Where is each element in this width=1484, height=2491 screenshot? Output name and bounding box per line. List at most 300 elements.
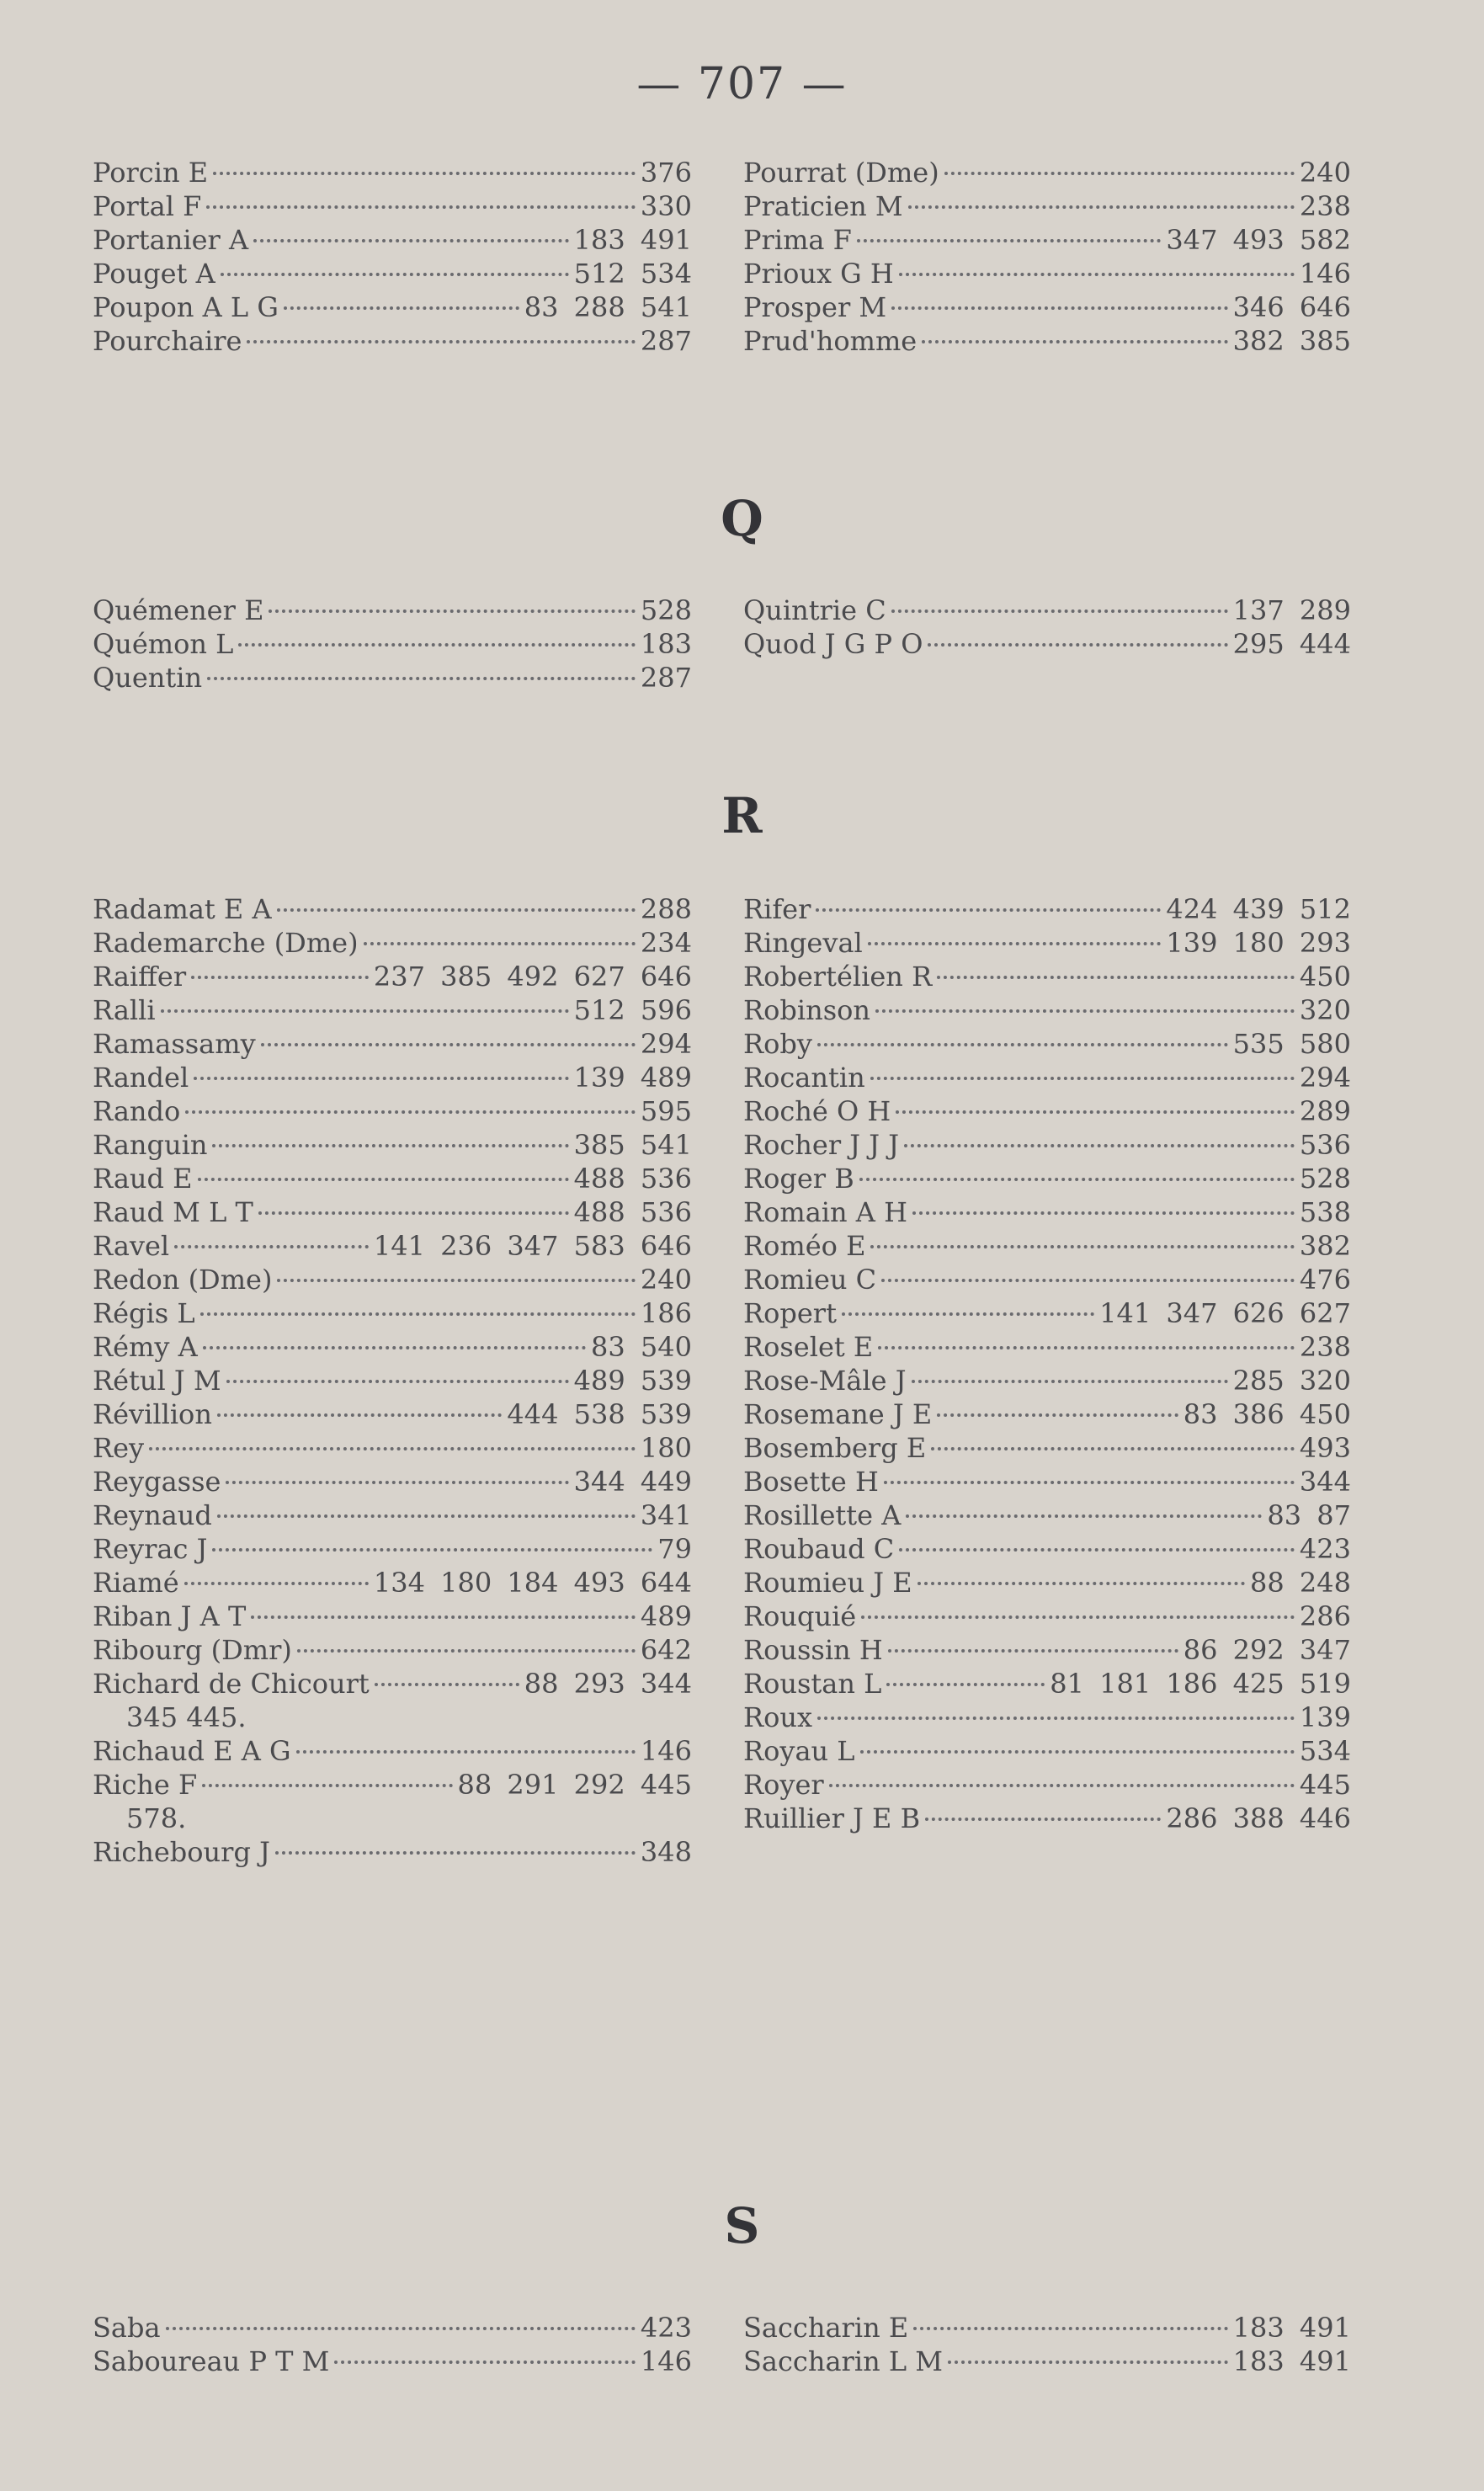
entry-pages: 476 <box>1299 1264 1351 1296</box>
entry-pages: 285 320 <box>1232 1365 1351 1397</box>
index-entry <box>93 960 692 993</box>
entry-pages: 344 <box>1299 1466 1351 1498</box>
section-heading-r: R <box>721 787 763 844</box>
index-entry <box>743 1195 1351 1229</box>
index-entry <box>93 324 692 358</box>
entry-name: Rando <box>93 1095 181 1127</box>
dot-leader <box>931 1447 1295 1450</box>
entry-name: Pourrat (Dme) <box>743 157 939 189</box>
index-entry <box>93 1296 692 1330</box>
index-entry <box>93 1162 692 1195</box>
index-entry <box>743 1397 1351 1431</box>
dot-leader <box>174 1245 369 1248</box>
dot-leader <box>817 1717 1295 1720</box>
index-entry <box>93 1734 692 1768</box>
entry-pages: 642 <box>640 1634 692 1666</box>
entry-name: 578. <box>126 1802 187 1834</box>
entry-pages: 444 538 539 <box>507 1398 692 1430</box>
entry-pages: 488 536 <box>573 1163 692 1195</box>
index-entry <box>743 1566 1351 1599</box>
entry-name: Rifer <box>743 893 811 925</box>
dot-leader <box>870 1245 1294 1248</box>
dot-leader <box>226 1380 569 1383</box>
entry-name: Saccharin L M <box>743 2345 944 2377</box>
index-entry <box>93 593 692 627</box>
index-entry <box>743 2345 1351 2378</box>
index-entry <box>93 661 692 695</box>
entry-pages: 137 289 <box>1232 594 1351 626</box>
entry-pages: 88 291 292 445 <box>457 1769 692 1801</box>
dot-leader <box>198 1178 569 1181</box>
dot-leader <box>185 1110 636 1114</box>
index-entry <box>743 1465 1351 1498</box>
index-entry <box>743 1094 1351 1128</box>
dot-leader <box>817 1043 1228 1046</box>
entry-name: Romain A H <box>743 1196 907 1228</box>
entry-name: Reygasse <box>93 1466 221 1498</box>
entry-pages: 382 385 <box>1232 325 1351 357</box>
entry-name: Raud E <box>93 1163 193 1195</box>
entry-name: Royer <box>743 1769 824 1801</box>
entry-pages: 183 491 <box>1232 2312 1351 2344</box>
index-entry <box>743 1364 1351 1397</box>
index-entry <box>743 1734 1351 1768</box>
dot-leader <box>253 239 569 242</box>
entry-pages: 376 <box>640 157 692 189</box>
index-entry <box>743 892 1351 926</box>
entry-pages: 183 <box>640 628 692 660</box>
index-entry <box>743 1768 1351 1802</box>
entry-name: Roméo E <box>743 1230 866 1262</box>
index-entry <box>93 1431 692 1465</box>
dot-leader <box>928 643 1227 647</box>
entry-pages: 146 <box>640 2345 692 2377</box>
entry-name: Rosemane J E <box>743 1398 933 1430</box>
entry-pages: 488 536 <box>573 1196 692 1228</box>
index-entry <box>93 926 692 960</box>
entry-pages: 294 <box>640 1028 692 1060</box>
index-entry <box>743 1532 1351 1566</box>
dot-leader <box>925 1818 1161 1821</box>
section-p-left-column <box>93 156 692 358</box>
entry-name: Rey <box>93 1432 145 1464</box>
entry-pages: 139 180 293 <box>1166 927 1351 959</box>
entry-pages: 240 <box>640 1264 692 1296</box>
dot-leader <box>888 1649 1178 1653</box>
dot-leader <box>217 1413 503 1417</box>
index-entry <box>743 156 1351 189</box>
dot-leader <box>212 1144 568 1147</box>
index-entry <box>93 2345 692 2378</box>
dot-leader <box>906 1514 1262 1518</box>
section-s-right-column <box>743 2311 1351 2378</box>
entry-name: Saboureau P T M <box>93 2345 330 2377</box>
entry-name: Ramassamy <box>93 1028 256 1060</box>
index-entry <box>743 2311 1351 2345</box>
entry-name: Romieu C <box>743 1264 877 1296</box>
entry-name: Porcin E <box>93 157 209 189</box>
index-entry <box>743 993 1351 1027</box>
entry-pages: 83 540 <box>591 1331 692 1363</box>
index-entry <box>93 1027 692 1061</box>
entry-pages: 83 288 541 <box>524 291 692 323</box>
entry-name: Raud M L T <box>93 1196 253 1228</box>
entry-name: Roustan L <box>743 1668 882 1700</box>
entry-pages: 186 <box>640 1297 692 1329</box>
entry-pages: 423 <box>1299 1533 1351 1565</box>
entry-name: Quentin <box>93 662 203 694</box>
dot-leader <box>269 609 635 613</box>
entry-name: Révillion <box>93 1398 212 1430</box>
entry-name: Quintrie C <box>743 594 886 626</box>
entry-pages: 83 386 450 <box>1183 1398 1351 1430</box>
entry-name: Roselet E <box>743 1331 874 1363</box>
entry-name: Rouquié <box>743 1600 857 1632</box>
entry-pages: 344 449 <box>573 1466 692 1498</box>
entry-name: Ranguin <box>93 1129 208 1161</box>
dot-leader <box>857 239 1162 242</box>
entry-name: Roux <box>743 1701 813 1733</box>
entry-name: Roché O H <box>743 1095 891 1127</box>
index-entry <box>743 290 1351 324</box>
dot-leader <box>829 1784 1295 1787</box>
index-entry-continuation <box>93 1701 692 1734</box>
entry-name: Saccharin E <box>743 2312 909 2344</box>
entry-pages: 535 580 <box>1232 1028 1351 1060</box>
entry-name: Ruillier J E B <box>743 1802 921 1834</box>
index-entry <box>743 1162 1351 1195</box>
entry-pages: 287 <box>640 325 692 357</box>
entry-name: Roussin H <box>743 1634 883 1666</box>
entry-name: Quémon L <box>93 628 234 660</box>
section-s-left-column <box>93 2311 692 2378</box>
index-entry <box>93 1835 692 1869</box>
dot-leader <box>816 908 1161 912</box>
entry-pages: 83 87 <box>1267 1499 1351 1531</box>
section-r-left-column <box>93 892 692 1869</box>
index-entry <box>743 1667 1351 1701</box>
entry-pages: 287 <box>640 662 692 694</box>
dot-leader <box>899 273 1295 276</box>
index-entry <box>743 1296 1351 1330</box>
entry-pages: 180 <box>640 1432 692 1464</box>
index-entry <box>93 223 692 257</box>
index-entry <box>743 1330 1351 1364</box>
dot-leader <box>149 1447 636 1450</box>
dot-leader <box>842 1312 1094 1316</box>
section-heading-s: S <box>724 2197 760 2254</box>
index-entry <box>93 1532 692 1566</box>
index-entry <box>743 324 1351 358</box>
dot-leader <box>899 1548 1295 1552</box>
entry-name: Portanier A <box>93 224 249 256</box>
dot-leader <box>161 1009 569 1013</box>
entry-pages: 294 <box>1299 1062 1351 1094</box>
entry-pages: 183 491 <box>1232 2345 1351 2377</box>
dot-leader <box>918 1582 1245 1585</box>
entry-pages: 237 385 492 627 646 <box>373 961 692 993</box>
entry-pages: 528 <box>1299 1163 1351 1195</box>
entry-name: Royau L <box>743 1735 855 1767</box>
index-entry <box>743 1599 1351 1633</box>
entry-name: Radamat E A <box>93 893 272 925</box>
entry-name: Robertélien R <box>743 961 933 993</box>
dot-leader <box>247 340 635 343</box>
dot-leader <box>213 172 636 175</box>
index-entry <box>93 290 692 324</box>
entry-name: Rocantin <box>743 1062 865 1094</box>
entry-pages: 330 <box>640 190 692 222</box>
entry-name: Quémener E <box>93 594 264 626</box>
entry-name: Richebourg J <box>93 1836 270 1868</box>
index-entry <box>93 1633 692 1667</box>
dot-leader <box>275 1851 636 1855</box>
entry-name: Prima F <box>743 224 852 256</box>
entry-name: Richard de Chicourt <box>93 1668 370 1700</box>
entry-name: Pourchaire <box>93 325 242 357</box>
entry-pages: 512 596 <box>573 994 692 1026</box>
entry-pages: 238 <box>1299 190 1351 222</box>
dot-leader <box>221 273 569 276</box>
entry-pages: 536 <box>1299 1129 1351 1161</box>
index-entry <box>93 189 692 223</box>
dot-leader <box>297 1649 636 1653</box>
index-entry <box>743 960 1351 993</box>
index-entry <box>743 223 1351 257</box>
index-entry <box>743 926 1351 960</box>
entry-pages: 445 <box>1299 1769 1351 1801</box>
entry-pages: 295 444 <box>1232 628 1351 660</box>
dot-leader <box>896 1110 1295 1114</box>
entry-name: Ropert <box>743 1297 837 1329</box>
entry-name: Quod J G P O <box>743 628 923 660</box>
index-entry <box>93 257 692 290</box>
entry-name: Bosette H <box>743 1466 879 1498</box>
index-entry <box>93 156 692 189</box>
entry-pages: 595 <box>640 1095 692 1127</box>
dot-leader <box>364 942 636 945</box>
dot-leader <box>194 1077 569 1080</box>
index-entry <box>93 1397 692 1431</box>
entry-name: Praticien M <box>743 190 903 222</box>
index-entry <box>743 189 1351 223</box>
dot-leader <box>859 1178 1295 1181</box>
entry-name: Rosillette A <box>743 1499 902 1531</box>
index-entry <box>743 627 1351 661</box>
dot-leader <box>296 1750 636 1754</box>
entry-pages: 141 347 626 627 <box>1099 1297 1351 1329</box>
entry-name: Roubaud C <box>743 1533 895 1565</box>
entry-pages: 450 <box>1299 961 1351 993</box>
index-entry <box>93 2311 692 2345</box>
entry-pages: 79 <box>657 1533 692 1565</box>
index-entry <box>93 892 692 926</box>
entry-pages: 489 539 <box>573 1365 692 1397</box>
dot-leader <box>200 1312 636 1316</box>
index-entry <box>743 1701 1351 1734</box>
entry-name: Ribourg (Dmr) <box>93 1634 292 1666</box>
dot-leader <box>184 1582 369 1585</box>
dot-leader <box>878 1346 1295 1349</box>
entry-pages: 489 <box>640 1600 692 1632</box>
entry-pages: 286 <box>1299 1600 1351 1632</box>
index-entry <box>93 1061 692 1094</box>
index-entry <box>743 1263 1351 1296</box>
index-entry <box>93 1566 692 1599</box>
dot-leader <box>191 976 369 979</box>
index-entry <box>93 1465 692 1498</box>
entry-pages: 512 534 <box>573 258 692 290</box>
entry-pages: 320 <box>1299 994 1351 1026</box>
index-entry <box>93 1094 692 1128</box>
entry-pages: 146 <box>640 1735 692 1767</box>
index-entry <box>743 1633 1351 1667</box>
dot-leader <box>912 1380 1228 1383</box>
dot-leader <box>261 1043 636 1046</box>
entry-pages: 424 439 512 <box>1166 893 1351 925</box>
entry-pages: 146 <box>1299 258 1351 290</box>
dot-leader <box>207 677 636 680</box>
entry-name: Randel <box>93 1062 189 1094</box>
entry-name: Robinson <box>743 994 870 1026</box>
entry-pages: 86 292 347 <box>1183 1634 1351 1666</box>
dot-leader <box>375 1683 519 1686</box>
index-entry <box>93 1667 692 1701</box>
entry-name: 345 445. <box>126 1701 247 1733</box>
index-entry <box>93 1364 692 1397</box>
entry-name: Riche F <box>93 1769 198 1801</box>
entry-name: Bosemberg E <box>743 1432 927 1464</box>
index-entry <box>743 1802 1351 1835</box>
entry-pages: 141 236 347 583 646 <box>373 1230 692 1262</box>
index-entry <box>743 1061 1351 1094</box>
entry-pages: 240 <box>1299 157 1351 189</box>
entry-pages: 493 <box>1299 1432 1351 1464</box>
dot-leader <box>870 1077 1295 1080</box>
dot-leader <box>284 306 519 310</box>
dot-leader <box>875 1009 1295 1013</box>
entry-pages: 534 <box>1299 1735 1351 1767</box>
index-entry <box>743 1431 1351 1465</box>
dot-leader <box>277 1279 635 1282</box>
entry-pages: 347 493 582 <box>1166 224 1351 256</box>
entry-pages: 341 <box>640 1499 692 1531</box>
index-entry <box>93 1498 692 1532</box>
dot-leader <box>258 1211 569 1215</box>
entry-pages: 348 <box>640 1836 692 1868</box>
entry-pages: 289 <box>1299 1095 1351 1127</box>
entry-name: Portal F <box>93 190 202 222</box>
index-entry-continuation <box>93 1802 692 1835</box>
dot-leader <box>886 1683 1045 1686</box>
entry-name: Régis L <box>93 1297 195 1329</box>
dot-leader <box>913 2327 1227 2330</box>
entry-name: Rose-Mâle J <box>743 1365 907 1397</box>
index-entry <box>743 1128 1351 1162</box>
entry-pages: 288 <box>640 893 692 925</box>
index-entry <box>743 1498 1351 1532</box>
index-entry <box>93 627 692 661</box>
dot-leader <box>217 1514 636 1518</box>
dot-leader <box>912 1211 1295 1215</box>
index-entry <box>93 1195 692 1229</box>
entry-name: Redon (Dme) <box>93 1264 273 1296</box>
entry-name: Rétul J M <box>93 1365 221 1397</box>
dot-leader <box>937 1413 1178 1417</box>
entry-pages: 81 181 186 425 519 <box>1050 1668 1351 1700</box>
entry-pages: 423 <box>640 2312 692 2344</box>
index-entry <box>93 1768 692 1802</box>
entry-pages: 528 <box>640 594 692 626</box>
dot-leader <box>922 340 1227 343</box>
entry-name: Pouget A <box>93 258 215 290</box>
dot-leader <box>206 205 636 209</box>
index-entry <box>93 1599 692 1633</box>
entry-pages: 134 180 184 493 644 <box>373 1567 692 1599</box>
index-entry <box>93 1263 692 1296</box>
entry-name: Ravel <box>93 1230 170 1262</box>
dot-leader <box>334 2361 635 2364</box>
dot-leader <box>944 172 1295 175</box>
index-entry <box>743 593 1351 627</box>
dot-leader <box>884 1481 1295 1484</box>
dot-leader <box>904 1144 1295 1147</box>
entry-name: Rémy A <box>93 1331 198 1363</box>
section-heading-q: Q <box>721 490 763 547</box>
dot-leader <box>868 942 1162 945</box>
index-entry <box>93 1330 692 1364</box>
section-p-right-column <box>743 156 1351 358</box>
index-entry <box>93 1229 692 1263</box>
index-entry <box>93 1128 692 1162</box>
entry-name: Ralli <box>93 994 156 1026</box>
index-entry <box>743 257 1351 290</box>
dot-leader <box>202 1784 452 1787</box>
entry-name: Roumieu J E <box>743 1567 912 1599</box>
dot-leader <box>948 2361 1228 2364</box>
entry-name: Poupon A L G <box>93 291 279 323</box>
entry-pages: 139 <box>1299 1701 1351 1733</box>
dot-leader <box>908 205 1295 209</box>
dot-leader <box>891 306 1228 310</box>
entry-pages: 139 489 <box>573 1062 692 1094</box>
entry-name: Riban J A T <box>93 1600 247 1632</box>
index-entry <box>743 1229 1351 1263</box>
dot-leader <box>891 609 1228 613</box>
entry-name: Prud'homme <box>743 325 918 357</box>
entry-name: Raiffer <box>93 961 187 993</box>
dot-leader <box>277 908 636 912</box>
dot-leader <box>251 1615 636 1619</box>
dot-leader <box>860 1750 1295 1754</box>
dot-leader <box>212 1548 652 1552</box>
section-q-right-column <box>743 593 1351 661</box>
entry-name: Prioux G H <box>743 258 894 290</box>
dot-leader <box>203 1346 586 1349</box>
entry-pages: 234 <box>640 927 692 959</box>
entry-name: Richaud E A G <box>93 1735 291 1767</box>
dot-leader <box>238 643 636 647</box>
dot-leader <box>166 2327 636 2330</box>
dot-leader <box>937 976 1295 979</box>
entry-pages: 88 248 <box>1250 1567 1351 1599</box>
entry-pages: 385 541 <box>573 1129 692 1161</box>
dot-leader <box>881 1279 1295 1282</box>
entry-name: Rocher J J J <box>743 1129 900 1161</box>
entry-name: Riamé <box>93 1567 179 1599</box>
entry-name: Ringeval <box>743 927 863 959</box>
entry-pages: 183 491 <box>573 224 692 256</box>
